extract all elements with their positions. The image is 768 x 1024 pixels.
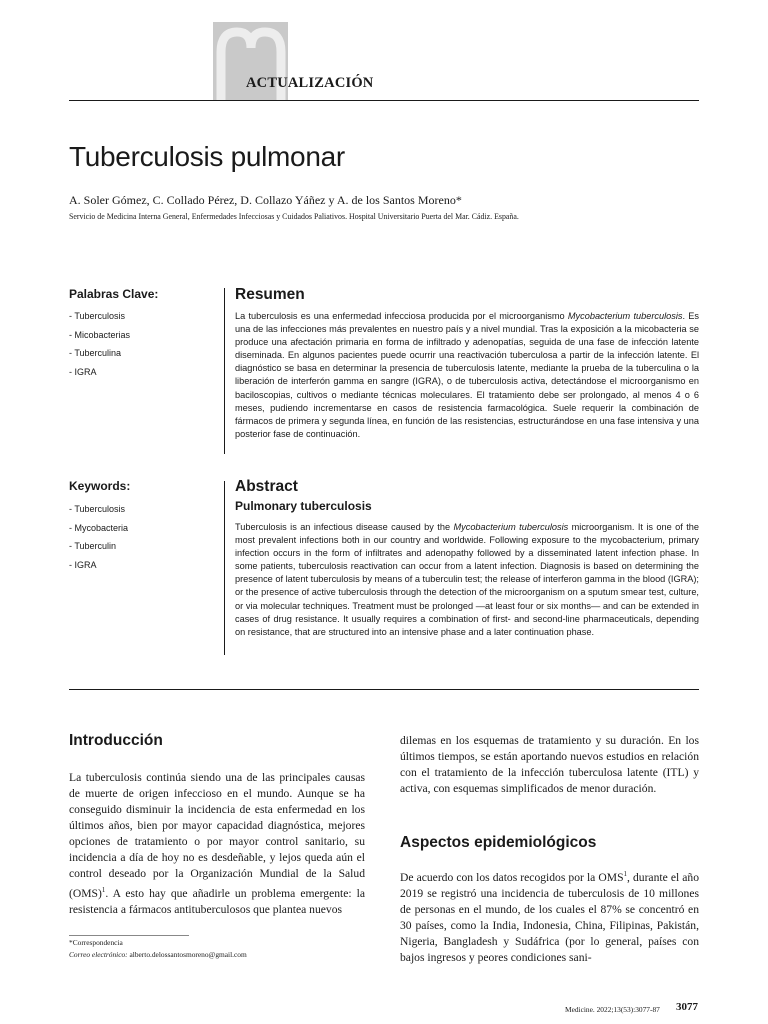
keyword-item: - IGRA <box>69 366 97 377</box>
email-link[interactable]: alberto.delossantosmoreno@gmail.com <box>129 950 247 959</box>
journal-reference: Medicine. 2022;13(53):3077-87 <box>565 1005 660 1014</box>
resumen-heading: Resumen <box>235 286 305 303</box>
keyword-item: - Micobacterias <box>69 329 131 340</box>
abstract-divider <box>224 481 225 655</box>
section-rule <box>69 689 699 690</box>
abstract-heading: Abstract <box>235 478 298 495</box>
keyword-item: - IGRA <box>69 559 97 570</box>
section-label: ACTUALIZACIÓN <box>246 75 374 91</box>
keyword-item: - Tuberculosis <box>69 504 126 514</box>
epidemiologia-heading: Aspectos epidemiológicos <box>400 834 597 851</box>
keyword-item: - Tuberculina <box>69 348 122 358</box>
header-rule <box>69 100 699 101</box>
resumen-text: La tuberculosis es una enfermedad infecciosa producida por el microorganismo Mycobacterium tuberculosis. Es una de las infecciones más prevalentes en nuestro país y a nivel mundial. Tras la exposición a la micobacteria se produce una afectación primaria en forma de infiltrado y adenopatías, seguida de una fase de infección latente diseminada. En algunos pacientes puede ocurrir una reactivación tuberculosa a partir de la infección latente. El diagnóstico se basa en determinar la presencia de tuberculosis latente, mediante la prueba de la tuberculina o la liberación de interferón gamma en sangre (IGRA), o de tuberculosis activa, detectándose el microorganismo en baciloscopias, cultivos o mediante técnicas moleculares. El tratamiento debe ser prolongado, al menos 4 o 6 meses, pudiendo incrementarse en casos de resistencia farmacológica. Suele requerir la combinación de fármacos de primera y segunda línea, en función de las resistencias, estructurándose en una fase intensiva y una posterior fase de continuación. <box>235 311 700 439</box>
keywords-es-heading: Palabras Clave: <box>69 287 159 301</box>
introduccion-heading: Introducción <box>69 732 163 749</box>
article-title: Tuberculosis pulmonar <box>69 141 345 172</box>
resumen-divider <box>224 288 225 454</box>
keywords-en-list <box>69 503 128 577</box>
keywords-es-list <box>69 310 130 384</box>
abstract-text: Tuberculosis is an infectious disease caused by the Mycobacterium tuberculosis microorganism. It is one of the most prevalent infections both in our country and worldwide. Following exposure to the mycobacterium, primary infection occurs in the form of infiltrates and adenopathy followed by a disseminated latent infection phase. In some patients, tuberculosis reactivation can occur from a latent infection. Diagnosis is based on determining the presence of latent tuberculosis by means of a tuberculin test; the release of interferon gamma in the blood (IGRA); or the presence of active tuberculosis through the detection of the microorganism on a sputum smear test, culture, or via molecular techniques. Treatment must be prolonged —at least four or six months— and can be extended in cases of drug resistance. It usually requires a combination of first- and second-line pharmaceuticals, depending on resistance, that are structured into an intensive phase and a later continuation phase. <box>235 522 699 637</box>
introduccion-continuation: dilemas en los esquemas de tratamiento y su duración. En los últimos tiempos, se están aportando nuevos estudios en relación con el tratamiento de la infección tuberculosa latente (ITL) y activa, con esquemas simplificados de menor duración. <box>400 734 699 795</box>
keyword-item: - Tuberculin <box>69 541 117 551</box>
footnote-email: Correo electrónico: alberto.delossantosmoreno@gmail.com <box>69 950 247 959</box>
article-affiliation: Servicio de Medicina Interna General, Enfermedades Infecciosas y Cuidados Paliativos. Hospital Universitario Puerta del Mar. Cádiz. España. <box>69 212 519 221</box>
footnote-correspondence: *Correspondencia <box>69 938 123 947</box>
keywords-en-heading: Keywords: <box>69 479 131 493</box>
epidemiologia-text: De acuerdo con los datos recogidos por la OMS$^1$, durante el año 2019 se registró una incidencia de tuberculosis de 10 millones de personas en el mundo, de los cuales el 87% se concentró en 30 países, como la India, Indonesia, China, Filipinas, Pakistán, Nigeria, Bangladesh y Sudáfrica (por lo general, países con bajos ingresos y peores condiciones sani- <box>400 870 699 964</box>
introduccion-text: La tuberculosis continúa siendo una de las principales causas de muerte de origen infeccioso en el mundo. Aunque se ha conseguido disminuir la incidencia de esta enfermedad en los últimos años, bien por mayor capacidad diagnóstica, mejores opciones de tratamiento o por mayor control sanitario, su incidencia a día de hoy no es desdeñable, y lejos queda aún el control deseado por la Organización Mundial de la Salud (OMS)$^1$. A esto hay que añadirle un problema emergente: la resistencia a fármacos antituberculosos que plantea nuevos <box>69 771 365 916</box>
abstract-subtitle: Pulmonary tuberculosis <box>235 499 372 513</box>
keyword-item: - Mycobacteria <box>69 522 129 533</box>
footnote-rule <box>69 935 189 936</box>
article-authors: A. Soler Gómez, C. Collado Pérez, D. Collazo Yáñez y A. de los Santos Moreno* <box>69 193 462 207</box>
page-number: 3077 <box>676 1001 698 1013</box>
keyword-item: - Tuberculosis <box>69 311 126 321</box>
